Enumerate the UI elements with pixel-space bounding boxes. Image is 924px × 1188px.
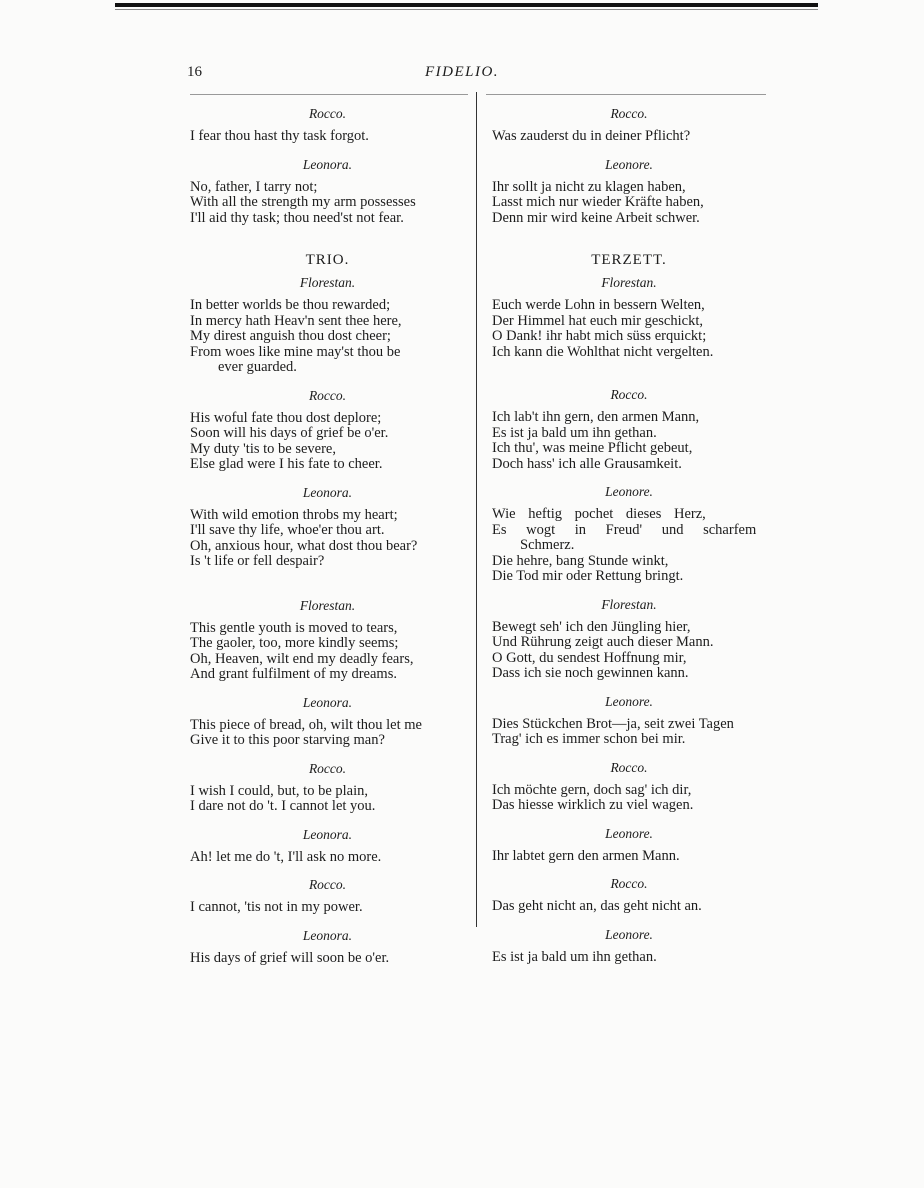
verse: Das geht nicht an, das geht nicht an.: [492, 898, 702, 914]
header-rule-right: [486, 94, 766, 95]
german-column: [492, 105, 766, 965]
speaker-label: Rocco.: [308, 877, 347, 892]
verse: This gentle youth is moved to tears, The gaoler, too, more kindly seems; Oh, Heaven, wilt end my deadly fears, And grant fulfilment of my dreams.: [190, 619, 414, 682]
speaker-label: Leonora.: [302, 927, 353, 943]
verse: Wie heftig pochet dieses Herz, Es wogt in Freud' und scharfem Schmerz. Die hehre, bang Stunde winkt, Die Tod mir oder Rettung bringt.: [492, 506, 757, 584]
speaker-label: Leonora.: [302, 484, 353, 500]
verse: I fear thou hast thy task forgot.: [190, 128, 369, 144]
verse: This piece of bread, oh, wilt thou let me Give it to this poor starving man?: [190, 716, 422, 748]
verse: Ihr sollt ja nicht zu klagen haben, Lasst mich nur wieder Kräfte haben, Denn mir wird keine Arbeit schwer.: [492, 178, 704, 226]
speaker-label: Leonora.: [302, 156, 353, 172]
speaker-label: Leonora.: [302, 694, 353, 710]
top-thin-rule: [115, 9, 818, 10]
speaker-label: Florestan.: [601, 275, 657, 290]
speaker-label: Rocco.: [610, 387, 648, 402]
page-number: 16: [187, 64, 202, 80]
column-divider: [476, 92, 477, 927]
speaker-label: Rocco.: [610, 759, 648, 775]
verse: Es ist ja bald um ihn gethan.: [492, 948, 657, 965]
speaker-label: Rocco.: [308, 106, 347, 121]
speaker-label: Leonore.: [605, 926, 653, 942]
section-title: TRIO.: [305, 252, 350, 268]
speaker-label: Rocco.: [308, 760, 347, 776]
verse: Ich lab't ihn gern, den armen Mann, Es ist ja bald um ihn gethan. Ich thu', was meine Pflicht gebeut, Doch hass' ich alle Grausamkeit.: [492, 409, 700, 472]
speaker-label: Florestan.: [299, 597, 356, 613]
speaker-label: Rocco.: [610, 876, 648, 891]
speaker-label: Leonore.: [605, 484, 653, 499]
speaker-label: Florestan.: [601, 596, 657, 612]
speaker-label: Florestan.: [299, 275, 356, 290]
verse: Ah! let me do 't, I'll ask no more.: [190, 848, 382, 865]
speaker-label: Leonore.: [605, 156, 653, 172]
verse: His woful fate thou dost deplore; Soon will his days of grief be o'er. My duty 'tis to be severe, Else glad were I his fate to cheer.: [190, 409, 389, 472]
verse: His days of grief will soon be o'er.: [190, 949, 390, 966]
verse: Was zauderst du in deiner Pflicht?: [492, 128, 691, 144]
speaker-label: Leonore.: [605, 825, 653, 841]
verse: With wild emotion throbs my heart; I'll save thy life, whoe'er thou art. Oh, anxious hour, what dost thou bear? Is 't life or fell despair?: [190, 506, 418, 569]
speaker-label: Rocco.: [308, 387, 347, 403]
verse: Ihr labtet gern den armen Mann.: [492, 847, 680, 864]
verse: I cannot, 'tis not in my power.: [190, 899, 363, 915]
verse: In better worlds be thou rewarded; In mercy hath Heav'n sent thee here, My direst anguish thou dost cheer; From woes like mine may'st thou be ever guarded.: [190, 297, 402, 375]
speaker-label: Leonore.: [605, 693, 653, 709]
verse: I wish I could, but, to be plain, I dare not do 't. I cannot let you.: [190, 782, 376, 814]
verse: Ich möchte gern, doch sag' ich dir, Das hiesse wirklich zu viel wagen.: [492, 781, 694, 813]
top-border-rule: [115, 3, 818, 7]
section-title: TERZETT.: [591, 252, 667, 268]
verse: Bewegt seh' ich den Jüngling hier, Und Rührung zeigt auch dieser Mann. O Gott, du sendest Hoffnung mir, Dass ich sie noch gewinnen kann.: [492, 618, 714, 681]
verse: No, father, I tarry not; With all the strength my arm possesses I'll aid thy task; thou need'st not fear.: [190, 178, 416, 226]
english-column: [190, 105, 465, 966]
running-title: FIDELIO.: [424, 64, 500, 80]
verse: Euch werde Lohn in bessern Welten, Der Himmel hat euch mir geschickt, O Dank! ihr habt mich süss erquickt; Ich kann die Wohlthat nicht vergelten.: [492, 297, 714, 360]
verse: Dies Stückchen Brot—ja, seit zwei Tagen Trag' ich es immer schon bei mir.: [492, 715, 734, 747]
speaker-label: Rocco.: [610, 106, 648, 121]
speaker-label: Leonora.: [302, 826, 353, 842]
header-rule-left: [190, 94, 468, 95]
